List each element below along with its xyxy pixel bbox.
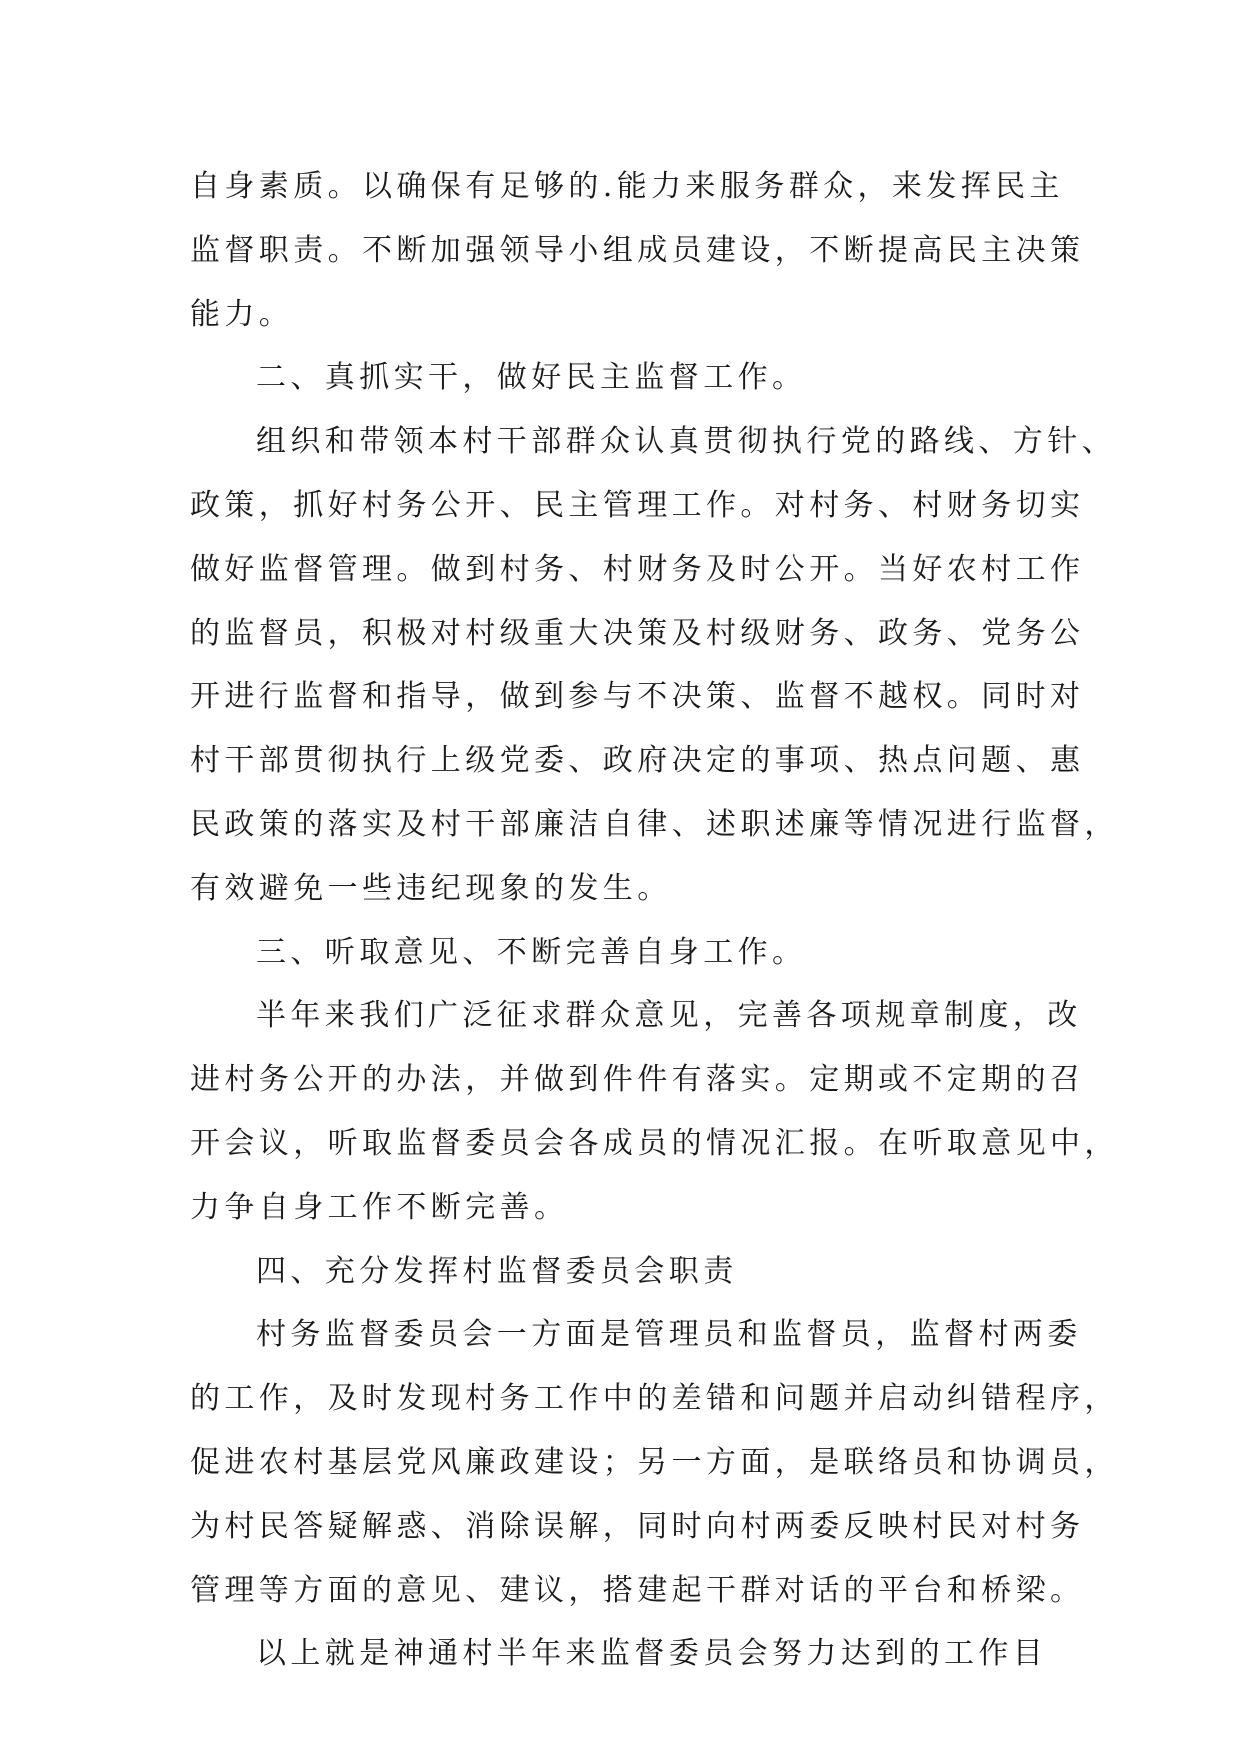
text-line: 的监督员，积极对村级重大决策及村级财务、政务、党务公: [190, 615, 1085, 651]
text-line: 自身素质。以确保有足够的.能力来服务群众，来发挥民主: [190, 169, 1064, 204]
text-line: 村干部贯彻执行上级党委、政府决定的事项、热点问题、惠: [190, 743, 1085, 779]
text-line: 监督职责。不断加强领导小组成员建设，不断提高民主决策: [190, 232, 1085, 268]
text-line: 能力。: [190, 296, 294, 332]
text-line: 管理等方面的意见、建议，搭建起干群对话的平台和桥梁。: [190, 1572, 1085, 1608]
paragraph-first-line: 村务监督委员会一方面是管理员和监督员，监督村两委: [256, 1317, 1082, 1353]
text-line: 促进农村基层党风廉政建设；另一方面，是联络员和协调员，: [190, 1444, 1119, 1480]
section-heading: 二、真抓实干，做好民主监督工作。: [256, 360, 807, 396]
paragraph-first-line: 以上就是神通村半年来监督委员会努力达到的工作目: [256, 1636, 1048, 1672]
text-line: 做好监督管理。做到村务、村财务及时公开。当好农村工作: [190, 551, 1085, 587]
text-line: 民政策的落实及村干部廉洁自律、述职述廉等情况进行监督，: [190, 806, 1119, 842]
text-line: 为村民答疑解惑、消除误解，同时向村两委反映村民对村务: [190, 1508, 1085, 1544]
document-body: [190, 155, 1119, 1686]
text-line: 开会议，听取监督委员会各成员的情况汇报。在听取意见中，: [190, 1125, 1119, 1161]
text-line: 的工作，及时发现村务工作中的差错和问题并启动纠错程序，: [190, 1381, 1119, 1417]
text-line: 进村务公开的办法，并做到件件有落实。定期或不定期的召: [190, 1062, 1085, 1098]
text-line: 开进行监督和指导，做到参与不决策、监督不越权。同时对: [190, 679, 1085, 715]
text-line: 有效避免一些违纪现象的发生。: [190, 870, 672, 906]
text-line: 政策，抓好村务公开、民主管理工作。对村务、村财务切实: [190, 487, 1085, 523]
section-heading: 三、听取意见、不断完善自身工作。: [256, 934, 807, 970]
section-heading: 四、充分发挥村监督委员会职责: [256, 1253, 738, 1289]
paragraph-first-line: 半年来我们广泛征求群众意见，完善各项规章制度，改: [256, 998, 1082, 1034]
paragraph-first-line: 组织和带领本村干部群众认真贯彻执行党的路线、方针、: [256, 424, 1116, 460]
text-line: 力争自身工作不断完善。: [190, 1189, 569, 1225]
